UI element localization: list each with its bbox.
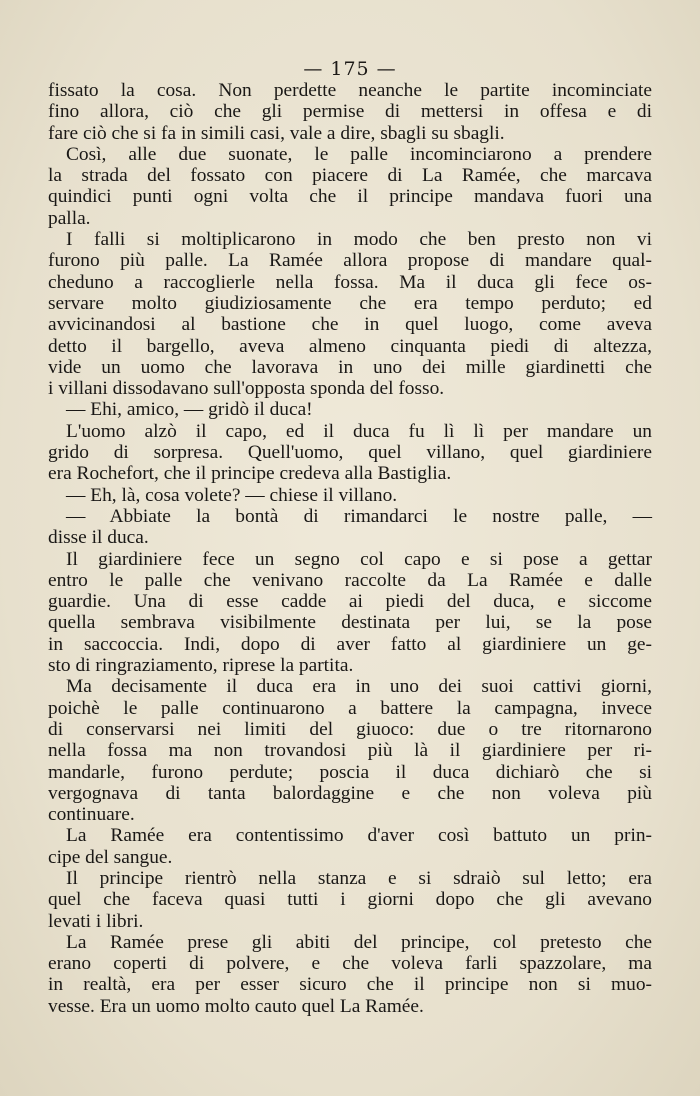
text-line: quindici punti ogni volta che il principe mandava fuori una	[48, 186, 652, 208]
page-number: — 175 —	[303, 58, 397, 80]
text-line: guardie. Una di esse cadde ai piedi del duca, e siccome	[48, 591, 652, 613]
paragraph	[48, 506, 652, 549]
text-line: disse il duca.	[48, 527, 149, 549]
text-line: i villani dissodavano sull'opposta sponda del fosso.	[48, 378, 445, 400]
paragraph	[48, 932, 652, 1017]
text-line: fino allora, ciò che gli permise di mettersi in offesa e di	[48, 101, 652, 123]
text-line: avvicinandosi al bastione che in quel luogo, come aveva	[48, 314, 652, 336]
text-line: L'uomo alzò il capo, ed il duca fu lì lì per mandare un	[66, 420, 652, 442]
text-line: vesse. Era un uomo molto cauto quel La Ramée.	[48, 995, 424, 1017]
text-line: nella fossa ma non trovandosi più là il giardiniere per ri-	[48, 740, 652, 762]
text-line: in realtà, era per esser sicuro che il principe non si muo-	[48, 974, 652, 996]
text-line: La Ramée prese gli abiti del principe, col pretesto che	[66, 931, 652, 953]
paragraph	[48, 549, 652, 677]
text-line: la strada del fossato con piacere di La Ramée, che marcava	[48, 165, 652, 187]
text-line: erano coperti di polvere, e che voleva farli spazzolare, ma	[48, 953, 652, 975]
text-line: servare molto giudiziosamente che era tempo perduto; ed	[48, 292, 652, 314]
text-line: La Ramée era contentissimo d'aver così battuto un prin-	[66, 825, 652, 847]
text-line: sto di ringraziamento, riprese la partita.	[48, 655, 354, 677]
text-line: palla.	[48, 207, 91, 229]
text-line: — Eh, là, cosa volete? — chiese il villano.	[66, 484, 398, 506]
text-line: cipe del sangue.	[48, 846, 173, 868]
text-line: — Abbiate la bontà di rimandarci le nostre palle, —	[66, 505, 652, 527]
text-line: cheduno a raccoglierle nella fossa. Ma il duca gli fece os-	[48, 271, 652, 293]
text-line: continuare.	[48, 804, 135, 826]
paragraph	[48, 485, 652, 506]
text-line: fissato la cosa. Non perdette neanche le partite incominciate	[48, 80, 652, 101]
paragraph	[48, 825, 652, 868]
text-line: Il principe rientrò nella stanza e si sdraiò sul letto; era	[66, 867, 652, 889]
text-line: di conservarsi nei limiti del giuoco: due o tre ritornarono	[48, 718, 652, 740]
text-line: detto il bargello, aveva almeno cinquanta piedi di altezza,	[48, 335, 652, 357]
text-line: vergognava di tanta balordaggine e che non voleva più	[48, 782, 652, 804]
text-line: Il giardiniere fece un segno col capo e si pose a gettar	[66, 548, 652, 570]
text-line: furono più palle. La Ramée allora propose di mandare qual-	[48, 250, 652, 272]
paragraph	[48, 421, 652, 485]
paragraph	[48, 229, 652, 399]
text-line: era Rochefort, che il principe credeva alla Bastiglia.	[48, 463, 452, 485]
text-line: in saccoccia. Indi, dopo di aver fatto al giardiniere un ge-	[48, 633, 652, 655]
text-line: mandarle, furono perdute; poscia il duca dichiarò che si	[48, 761, 652, 783]
text-line: — Ehi, amico, — gridò il duca!	[66, 399, 313, 421]
text-line: fare ciò che si fa in simili casi, vale a dire, sbagli su sbagli.	[48, 122, 505, 144]
paragraph	[48, 80, 652, 144]
text-line: poichè le palle continuarono a battere la campagna, invece	[48, 697, 652, 719]
text-line: entro le palle che venivano raccolte da La Ramée e dalle	[48, 569, 652, 591]
text-line: levati i libri.	[48, 910, 144, 932]
text-line: grido di sorpresa. Quell'uomo, quel villano, quel giardiniere	[48, 442, 652, 464]
text-line: quel che faceva quasi tutti i giorni dopo che gli avevano	[48, 889, 652, 911]
paragraph	[48, 676, 652, 825]
text-line: Ma decisamente il duca era in uno dei suoi cattivi giorni,	[66, 676, 652, 698]
text-line: I falli si moltiplicarono in modo che ben presto non vi	[66, 229, 652, 251]
text-line: Così, alle due suonate, le palle incominciarono a prendere	[66, 143, 652, 165]
text-line: vide un uomo che lavorava in uno dei mille giardinetti che	[48, 356, 652, 378]
paragraph	[48, 144, 652, 229]
paragraph	[48, 868, 652, 932]
text-line: quella sembrava visibilmente destinata per lui, se la pose	[48, 612, 652, 634]
paragraph	[48, 399, 652, 420]
body-text	[48, 80, 652, 1017]
